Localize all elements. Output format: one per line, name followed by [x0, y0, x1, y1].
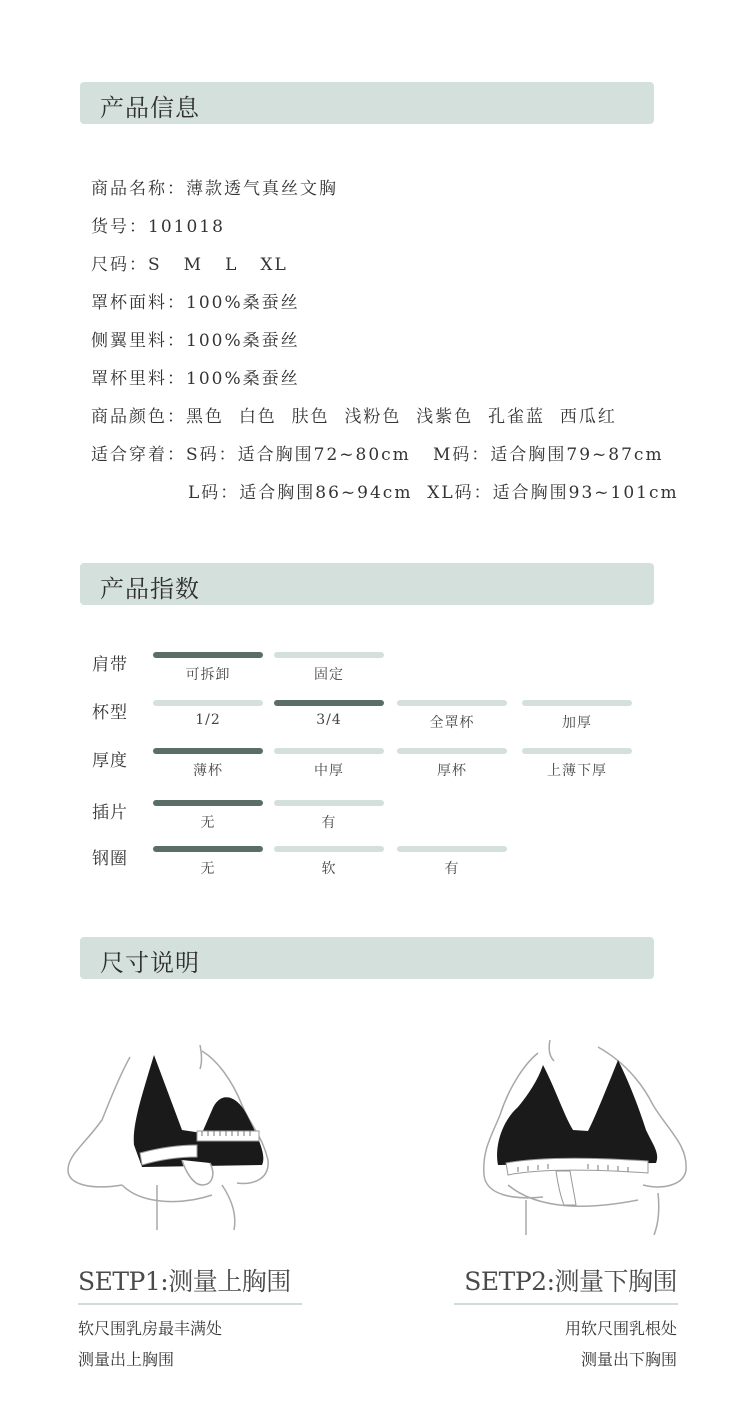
index-bar-selected [274, 700, 384, 706]
colors-label: 商品颜色： [91, 407, 186, 427]
fit-xl: XL码：适合胸围93~101cm [427, 483, 679, 503]
under-bust-measure-illustration [478, 1035, 698, 1235]
step2-title: SETP2:测量下胸围 [464, 1267, 677, 1296]
cup-lining-fabric: 罩杯里料：100%桑蚕丝 [91, 369, 300, 389]
index-option-label: 有 [321, 815, 337, 831]
sizes-label: 尺码： [91, 255, 148, 275]
section-header-product-index [80, 563, 654, 605]
section-header-product-info [80, 82, 654, 124]
index-option-label: 中厚 [314, 763, 344, 779]
step1-desc-line1: 软尺围乳房最丰满处 [78, 1319, 223, 1338]
index-bar [522, 700, 632, 706]
step1-divider [78, 1303, 302, 1305]
fit-line-1 [91, 440, 664, 465]
fit-label: 适合穿着： [91, 445, 186, 465]
size-value: XL [260, 255, 288, 275]
upper-bust-measure-illustration [62, 1035, 282, 1235]
fit-l: L码：适合胸围86~94cm [188, 483, 413, 503]
index-option-label: 无 [200, 861, 216, 877]
fit-line-2 [188, 478, 679, 503]
index-option-label: 可拆卸 [185, 667, 231, 683]
section-header-size-guide [80, 937, 654, 979]
index-bar-selected [153, 800, 263, 806]
fit-s: S码：适合胸围72~80cm [186, 445, 411, 465]
index-bar [274, 800, 384, 806]
side-lining-fabric: 侧翼里料：100%桑蚕丝 [91, 331, 300, 351]
color-option: 黑色 [186, 407, 224, 427]
index-option-label: 上薄下厚 [547, 763, 607, 779]
index-bar [274, 748, 384, 754]
size-value: M [183, 255, 204, 275]
section-title: 产品信息 [100, 94, 200, 122]
index-row-label: 肩带 [92, 655, 128, 675]
index-option-label: 1/2 [195, 712, 221, 728]
index-bar-selected [153, 652, 263, 658]
step1-title: SETP1:测量上胸围 [78, 1267, 291, 1296]
index-option-label: 全罩杯 [429, 715, 475, 731]
section-title: 尺寸说明 [100, 949, 200, 977]
index-option-label: 有 [444, 861, 460, 877]
index-bar [274, 652, 384, 658]
step1-desc-line2: 测量出上胸围 [78, 1350, 175, 1369]
index-row-label: 杯型 [92, 703, 128, 723]
index-row-label: 钢圈 [92, 849, 128, 869]
color-option: 西瓜红 [559, 407, 617, 427]
index-option-label: 3/4 [316, 712, 342, 728]
index-bar-selected [153, 846, 263, 852]
index-row-label: 插片 [92, 803, 128, 823]
index-option-label: 无 [200, 815, 216, 831]
product-colors [91, 402, 617, 427]
fit-m: M码：适合胸围79~87cm [433, 445, 664, 465]
index-bar [397, 748, 507, 754]
product-sizes [91, 250, 288, 275]
index-bar [522, 748, 632, 754]
index-row-label: 厚度 [92, 751, 128, 771]
step2-desc-line2: 测量出下胸围 [580, 1350, 677, 1369]
size-value: L [225, 255, 239, 275]
color-option: 浅紫色 [416, 407, 474, 427]
color-option: 白色 [238, 407, 277, 427]
size-value: S [148, 255, 162, 275]
index-bar [397, 700, 507, 706]
index-bar [397, 846, 507, 852]
index-option-label: 固定 [314, 667, 344, 683]
index-option-label: 厚杯 [437, 763, 467, 779]
index-option-label: 软 [321, 861, 337, 877]
step2-divider [454, 1303, 678, 1305]
product-name: 商品名称：薄款透气真丝文胸 [91, 179, 338, 199]
index-bar-selected [153, 748, 263, 754]
index-bar [153, 700, 263, 706]
product-sku: 货号：101018 [91, 217, 225, 237]
step2-desc-line1: 用软尺围乳根处 [564, 1319, 677, 1338]
color-option: 浅粉色 [344, 407, 402, 427]
section-title: 产品指数 [100, 575, 200, 603]
color-option: 肤色 [291, 407, 330, 427]
cup-face-fabric: 罩杯面料：100%桑蚕丝 [91, 293, 300, 313]
index-option-label: 薄杯 [193, 763, 223, 779]
index-option-label: 加厚 [562, 715, 592, 731]
color-option: 孔雀蓝 [488, 407, 546, 427]
index-bar [274, 846, 384, 852]
